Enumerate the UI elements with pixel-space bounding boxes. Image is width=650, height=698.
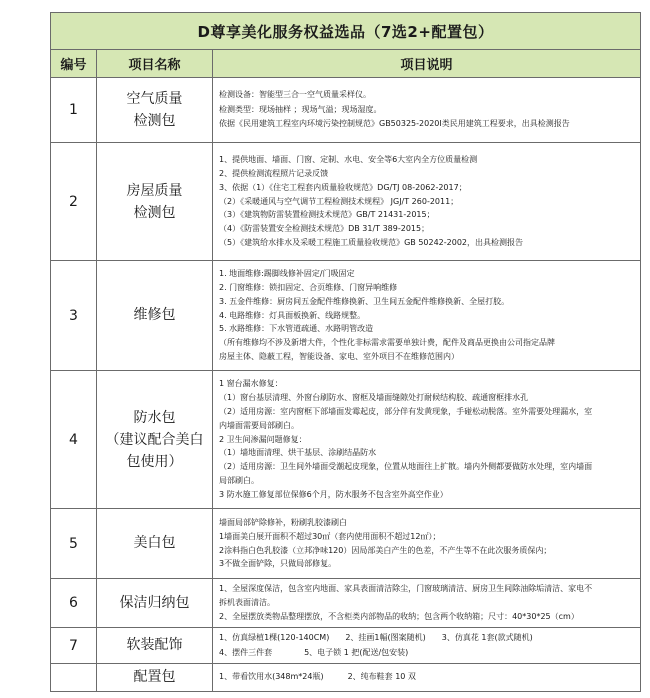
desc-line: 局部刷白。 — [219, 475, 259, 485]
row-name-line: 检测包 — [133, 113, 176, 129]
row-name — [97, 78, 213, 143]
desc-line: 2涂料指白色乳胶漆（立邦净味120）因局部美白产生的色差，不产生等不在此次服务质保内； — [219, 545, 552, 555]
row-name — [97, 628, 213, 664]
row-desc — [213, 143, 641, 261]
row-desc — [213, 628, 641, 664]
table-row — [51, 143, 641, 261]
desc-line: 2 卫生间渗漏问题修复： — [219, 434, 307, 444]
desc-line: 依据《民用建筑工程室内环境污染控制规范》GB50325-2020I类民用建筑工程要求，出具检测报告 — [219, 119, 570, 129]
desc-line: （4）《防雷装置安全检测技术规范》DB 31/T 389-2015； — [219, 224, 430, 234]
row-desc — [213, 261, 641, 371]
desc-line: 4. 电路维修：灯具面板换新、线路规整。 — [219, 310, 366, 320]
row-name-line: 空气质量 — [126, 91, 183, 107]
desc-line: 内墙面需要局部刷白。 — [219, 420, 299, 430]
table-row — [51, 78, 641, 143]
desc-line: 墙面局部铲除修补，粉刷乳胶漆刷白 — [219, 517, 347, 527]
desc-line: 3 防水施工修复部位保修6个月，防水服务不包含室外高空作业） — [219, 489, 448, 499]
row-number: 5 — [51, 509, 97, 579]
row-name-line: 美白包 — [133, 535, 176, 551]
row-number: 7 — [51, 628, 97, 664]
desc-line: 拆机表面清洁。 — [219, 598, 275, 608]
desc-line: 2、提供检测流程照片记录反馈 — [219, 169, 329, 178]
table-title: D尊享美化服务权益选品（7选2+配置包） — [51, 13, 641, 50]
desc-line: 1、提供地面、墙面、门窗、定制、水电、安全等6大室内全方位质量检测 — [219, 155, 478, 165]
row-name-line: 防水包 — [133, 409, 176, 426]
table-row — [51, 664, 641, 692]
desc-line: 1、全屋深度保洁，包含室内地面、家具表面清洁除尘，门窗玻璃清洁、厨房卫生间除油除垢清洁、家电不 — [219, 584, 593, 594]
row-desc — [213, 509, 641, 579]
row-number — [51, 664, 97, 692]
header-row — [51, 50, 641, 78]
desc-line: 4、摆件三件套 5、电子锁 1 把(配送/包安装) — [219, 647, 409, 657]
row-name-line: 包使用） — [126, 453, 183, 470]
row-name-line: 检测包 — [133, 204, 176, 221]
row-number: 1 — [51, 78, 97, 143]
table-row — [51, 509, 641, 579]
desc-line: 1墙面美白展开面积不超过30㎡（套内使用面积不超过12㎡）； — [219, 531, 441, 541]
row-name-line: 软装配饰 — [126, 637, 183, 653]
row-name — [97, 509, 213, 579]
title-row — [51, 13, 641, 50]
header-desc: 项目说明 — [213, 50, 641, 78]
desc-line: 1 窗台漏水修复： — [219, 379, 283, 389]
desc-line: 2. 门窗维修：锁扣固定、合页维修、门窗异响维修 — [219, 283, 398, 292]
desc-line: 检测设备：智能型三合一空气质量采样仪。 — [219, 90, 371, 100]
desc-line: 3. 五金件维修：厨房间五金配件维修换新、卫生间五金配件维修换新、全屋打胶。 — [219, 296, 510, 306]
row-name — [97, 143, 213, 261]
desc-line: 1、带看饮用水(348m*24瓶) 2、纯布鞋套 10 双 — [219, 672, 416, 682]
desc-line: 3不做全面铲除，只做局部修复。 — [219, 559, 337, 569]
row-number: 6 — [51, 579, 97, 628]
desc-line: （1）窗台基层清理、外窗台刷防水、窗框及墙面缝隙处打耐候结构胶、疏通窗框排水孔 — [219, 393, 529, 403]
table-row — [51, 579, 641, 628]
desc-line: （5）《建筑给水排水及采暖工程施工质量验收规范》GB 50242-2002，出具检测报告 — [219, 237, 524, 247]
table-row — [51, 628, 641, 664]
row-name-line: 房屋质量 — [126, 182, 183, 199]
desc-line: 房屋主体、隐蔽工程，智能设备、家电、室外项目不在维修范围内） — [219, 351, 459, 361]
table-row — [51, 371, 641, 509]
desc-line: （所有维修均不涉及新增大件，个性化非标需求需要单独计费，配件及商品更换由公司指定品牌 — [219, 338, 555, 348]
row-name — [97, 261, 213, 371]
desc-line: （2）适用房源：卫生间外墙面受潮起皮现象，位置从地面往上扩散。墙内外侧都要做防水处理，室内墙面 — [219, 462, 593, 472]
row-name — [97, 664, 213, 692]
row-name-line: 保洁归纳包 — [119, 594, 190, 611]
header-no: 编号 — [51, 50, 97, 78]
row-desc — [213, 371, 641, 509]
header-name: 项目名称 — [97, 50, 213, 78]
row-name — [97, 579, 213, 628]
row-name-line: （建议配合美白 — [105, 431, 204, 448]
desc-line: 1. 地面维修:踢脚线修补固定/门吸固定 — [219, 269, 355, 279]
benefits-table-wrap — [50, 12, 640, 692]
desc-line: 5. 水路维修：下水管道疏通、水路明管改造 — [219, 324, 374, 334]
desc-line: （3）《建筑物防雷装置检测技术规范》GB/T 21431-2015； — [219, 210, 435, 220]
row-number: 2 — [51, 143, 97, 261]
row-desc — [213, 579, 641, 628]
benefits-table — [50, 12, 641, 692]
desc-line: （1）墙地面清理、烘干基层、涂刷结晶防水 — [219, 448, 377, 458]
desc-line: 检测类型：现场抽样 ；现场气溢；现场湿度。 — [219, 104, 382, 114]
desc-line: （2）适用房源：室内窗框下部墙面发霉起皮，部分伴有发黄现象，手碰松动脱落。室外需要处理漏水，室 — [219, 407, 593, 416]
table-row — [51, 261, 641, 371]
desc-line: 2、全屋摆放类物品整理摆放，不含柜类内部物品的收纳；包含两个收纳箱；尺寸：40*30*25（cm） — [219, 611, 579, 621]
row-name-line: 配置包 — [133, 669, 176, 685]
row-number: 3 — [51, 261, 97, 371]
desc-line: 1、仿真绿植1棵(120-140CM) 2、挂画1幅(图案随机) 3、仿真花 1套(款式随机) — [219, 632, 533, 642]
row-name — [97, 371, 213, 509]
desc-line: （2）《采暖通风与空气调节工程检测技术规程》 JGJ/T 260-2011； — [219, 196, 459, 206]
row-number: 4 — [51, 371, 97, 509]
row-desc — [213, 664, 641, 692]
desc-line: 3、依据（1）《住宅工程套内质量验收规范》DG/TJ 08-2062-2017； — [219, 182, 467, 192]
row-desc — [213, 78, 641, 143]
row-name-line: 维修包 — [133, 307, 176, 323]
